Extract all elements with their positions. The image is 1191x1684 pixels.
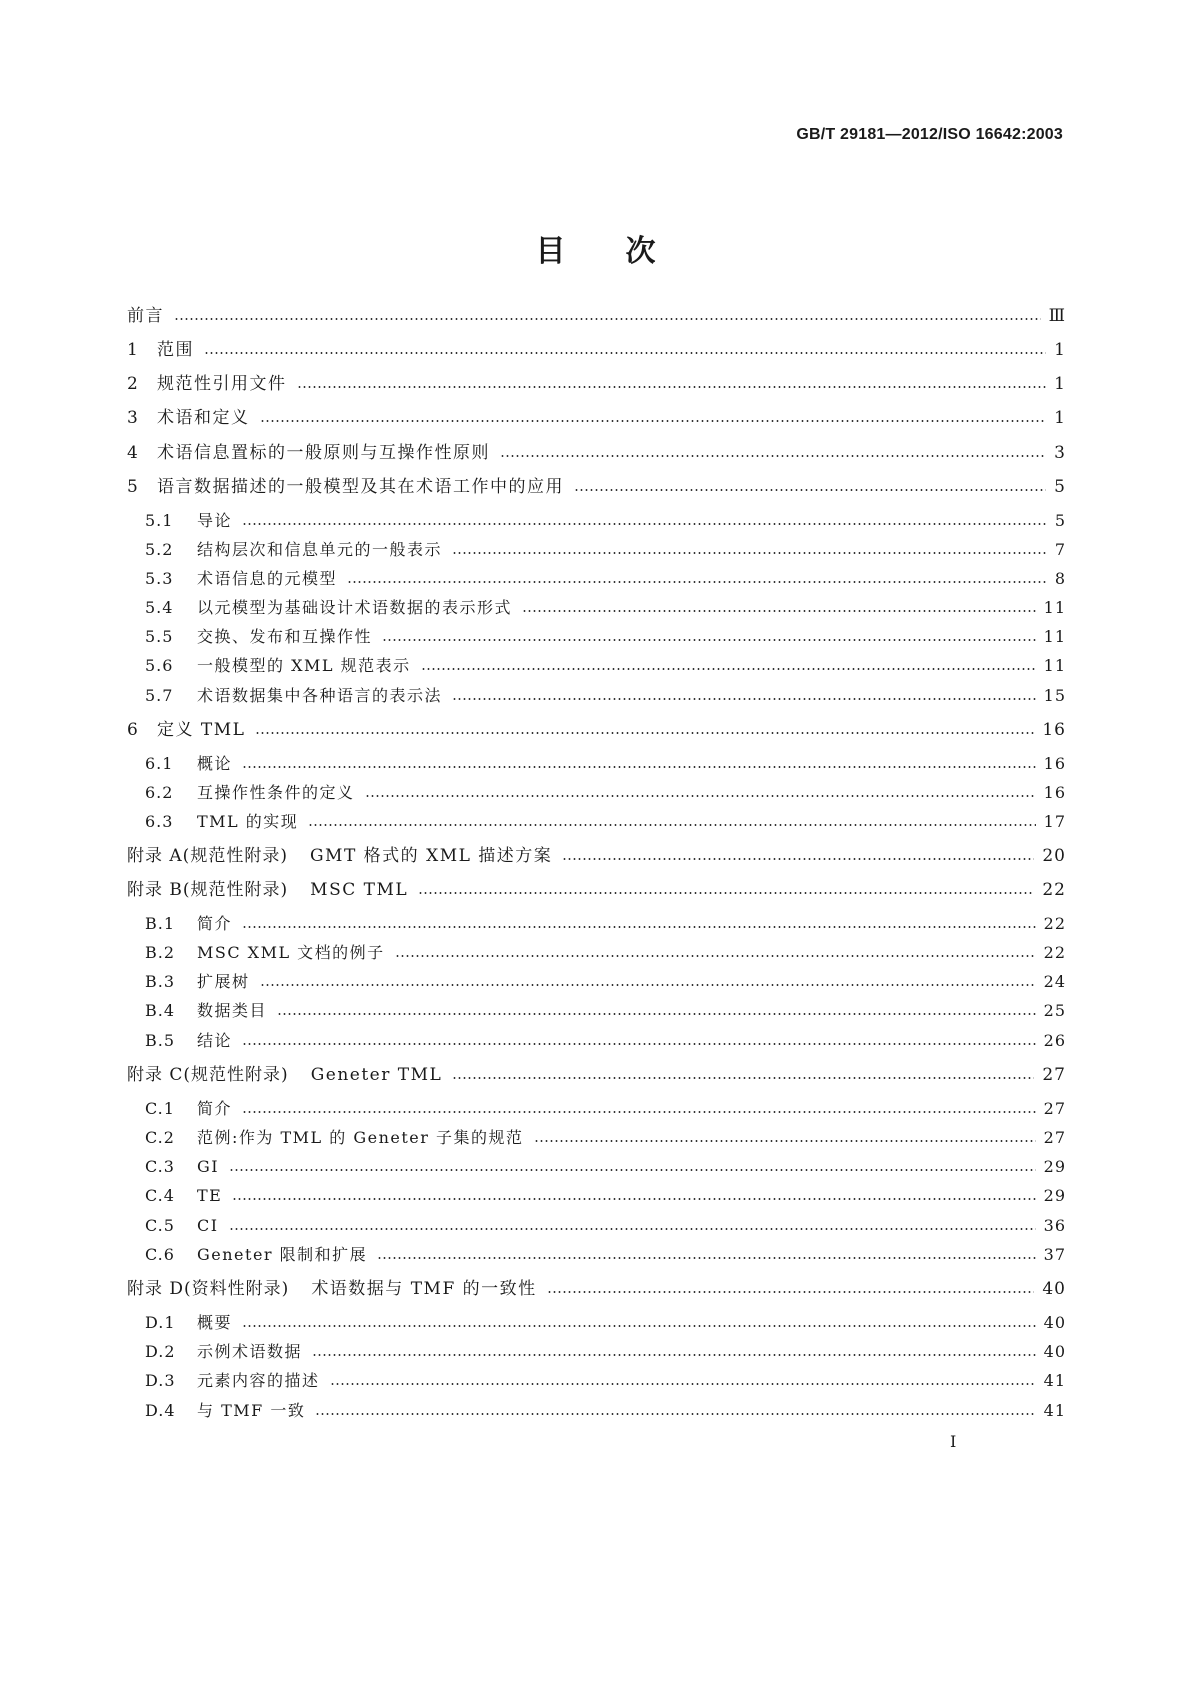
toc-entry-page: 40 [1043,1342,1066,1361]
toc-entry[interactable] [127,371,1066,397]
toc-leader-dots [229,1228,1036,1230]
toc-entry-page: 5 [1054,477,1066,497]
toc-entry-page: 16 [1043,783,1066,802]
toc-entry-page: 11 [1043,656,1066,675]
toc-entry[interactable] [145,940,1066,966]
toc-entry[interactable] [145,1096,1066,1122]
toc-leader-dots [534,1140,1036,1142]
toc-entry-page: Ⅲ [1048,306,1066,326]
toc-entry[interactable] [145,1368,1066,1394]
toc-entry-number: B.4 [145,1001,176,1020]
toc-entry-page: 3 [1054,443,1066,463]
toc-entry-number: D.4 [145,1401,176,1420]
toc-entry-title: 示例术语数据 [197,1342,303,1361]
toc-entry-page: 24 [1043,972,1066,991]
toc-entry[interactable] [145,595,1066,621]
toc-entry-number: 6 [127,720,139,740]
toc-entry-number: D.3 [145,1371,176,1390]
toc-entry[interactable] [127,440,1066,466]
toc-entry-page: 5 [1054,511,1066,530]
toc-entry-page: 27 [1043,1128,1066,1147]
toc-leader-dots [421,668,1036,670]
toc-entry-title: 范围 [157,340,194,360]
toc-entry[interactable] [145,751,1066,777]
toc-entry-title: 元素内容的描述 [197,1371,320,1390]
toc-entry[interactable] [145,1310,1066,1336]
toc-entry-number: B.2 [145,943,176,962]
toc-entry[interactable] [127,405,1066,431]
toc-entry-title: 概要 [197,1313,233,1332]
toc-entry[interactable] [145,998,1066,1024]
toc-leader-dots [232,1198,1035,1200]
toc-entry-page: 29 [1043,1157,1066,1176]
toc-entry-page: 16 [1042,720,1066,740]
toc-entry-page: 27 [1042,1065,1066,1085]
toc-leader-dots [522,610,1036,612]
toc-entry-page: 8 [1054,569,1066,588]
toc-entry-title: 定义 TML [157,720,246,740]
toc-entry[interactable] [145,508,1066,534]
toc-entry-title: 结论 [197,1031,233,1050]
toc-entry[interactable] [127,474,1066,500]
toc-entry-number: 5.3 [145,569,174,588]
page-title: 目次 [535,234,716,269]
toc-leader-dots [204,352,1046,354]
toc-leader-dots [312,1354,1036,1356]
toc-entry[interactable] [145,566,1066,592]
toc-entry-number: 附录 D(资料性附录) [127,1279,290,1299]
toc-entry[interactable] [145,1154,1066,1180]
toc-entry-number: C.4 [145,1186,175,1205]
toc-leader-dots [395,955,1036,957]
toc-leader-dots [500,455,1046,457]
toc-entry-page: 1 [1054,340,1066,360]
toc-entry-page: 11 [1043,598,1066,617]
toc-entry-title: 互操作性条件的定义 [197,783,355,802]
standard-code: GB/T 29181—2012/ISO 16642:2003 [796,126,1063,143]
toc-entry[interactable] [127,337,1066,363]
toc-entry-number: 4 [127,443,139,463]
toc-entry-number: D.1 [145,1313,176,1332]
toc-entry-page: 15 [1043,686,1066,705]
toc-leader-dots [260,984,1036,986]
toc-leader-dots [547,1291,1035,1293]
toc-leader-dots [315,1413,1035,1415]
toc-entry-number: 6.3 [145,812,174,831]
toc-entry-title: GMT 格式的 XML 描述方案 [309,846,553,866]
toc-entry-title: 简介 [197,1099,233,1118]
toc-entry-page: 41 [1043,1401,1066,1420]
toc-entry-page: 41 [1043,1371,1066,1390]
toc-entry-number: 6.1 [145,754,174,773]
toc-leader-dots [452,698,1036,700]
toc-entry-title: 范例:作为 TML 的 Geneter 子集的规范 [197,1128,524,1147]
toc-leader-dots [574,489,1046,491]
toc-entry-title: 扩展树 [197,972,250,991]
toc-entry[interactable] [145,780,1066,806]
toc-entry[interactable] [127,843,1066,869]
toc-entry-page: 22 [1043,943,1066,962]
toc-entry[interactable] [145,1125,1066,1151]
toc-leader-dots [174,318,1041,320]
toc-entry-number: D.2 [145,1342,176,1361]
toc-entry-number: B.3 [145,972,176,991]
toc-entry-title: 以元模型为基础设计术语数据的表示形式 [197,598,513,617]
toc-leader-dots [277,1013,1036,1015]
toc-entry-number: 附录 C(规范性附录) [127,1065,289,1085]
toc-entry-page: 27 [1043,1099,1066,1118]
toc-entry-number: C.3 [145,1157,175,1176]
toc-entry-number: 5.2 [145,540,174,559]
toc-entry-title: TML 的实现 [197,812,299,831]
toc-entry-title: 简介 [197,914,233,933]
toc-entry-page: 40 [1043,1313,1066,1332]
toc-leader-dots [242,1043,1036,1045]
toc-entry-title: CI [197,1216,219,1235]
page-number: I [950,1432,957,1451]
toc-entry-number: C.1 [145,1099,175,1118]
toc-entry-title: 术语和定义 [157,408,250,428]
toc-entry-page: 36 [1043,1216,1066,1235]
toc-entry-number: C.2 [145,1128,175,1147]
toc-entry[interactable] [145,653,1066,679]
toc-leader-dots [242,926,1036,928]
toc-entry-title: 语言数据描述的一般模型及其在术语工作中的应用 [157,477,564,497]
toc-leader-dots [260,420,1047,422]
toc-entry-number: 6.2 [145,783,174,802]
toc-entry[interactable] [145,969,1066,995]
toc-entry-number: B.1 [145,914,176,933]
toc-entry-title: Geneter TML [310,1065,443,1085]
toc-entry-title: MSC TML [310,880,409,900]
toc-entry[interactable] [145,683,1066,709]
toc-entry-number: B.5 [145,1031,176,1050]
toc-entry-title: 术语信息置标的一般原则与互操作性原则 [157,443,490,463]
toc-leader-dots [242,1325,1036,1327]
toc-entry[interactable] [145,809,1066,835]
toc-entry-page: 40 [1042,1279,1066,1299]
toc-entry-title: 一般模型的 XML 规范表示 [197,656,411,675]
toc-entry-page: 29 [1043,1186,1066,1205]
toc-entry-title: 前言 [127,306,164,326]
toc-leader-dots [308,824,1035,826]
toc-leader-dots [452,1077,1034,1079]
toc-entry-title: 概论 [197,754,233,773]
toc-entry[interactable] [145,1398,1066,1424]
toc-leader-dots [382,639,1036,641]
toc-entry[interactable] [145,1213,1066,1239]
toc-entry[interactable] [127,877,1066,903]
toc-entry-number: 附录 A(规范性附录) [127,846,288,866]
toc-leader-dots [347,581,1046,583]
toc-entry-title: 术语数据集中各种语言的表示法 [197,686,443,705]
toc-entry-page: 26 [1043,1031,1066,1050]
toc-leader-dots [255,732,1034,734]
toc-entry-page: 17 [1043,812,1066,831]
toc-entry-title: GI [197,1157,220,1176]
toc-entry[interactable] [127,1062,1066,1088]
toc-entry-number: C.6 [145,1245,175,1264]
toc-entry[interactable] [145,1028,1066,1054]
toc-entry-number: 2 [127,374,139,394]
toc-entry[interactable] [127,303,1066,329]
toc-entry[interactable] [127,717,1066,743]
toc-entry-title: TE [197,1186,223,1205]
toc-entry-page: 25 [1043,1001,1066,1020]
toc-entry-title: 结构层次和信息单元的一般表示 [197,540,443,559]
toc-entry-page: 37 [1043,1245,1066,1264]
toc-entry-title: 规范性引用文件 [157,374,287,394]
toc-entry[interactable] [145,1339,1066,1365]
toc-entry-number: 1 [127,340,139,360]
toc-entry-title: 交换、发布和互操作性 [197,627,373,646]
toc-entry-page: 22 [1043,914,1066,933]
toc-entry-title: MSC XML 文档的例子 [197,943,385,962]
toc-entry[interactable] [145,1183,1066,1209]
toc-entry-title: 数据类目 [197,1001,268,1020]
toc-entry-number: 5.4 [145,598,174,617]
toc-leader-dots [365,795,1036,797]
toc-entry-page: 1 [1054,408,1066,428]
toc-entry-title: 导论 [197,511,233,530]
toc-entry-number: 5.6 [145,656,174,675]
toc-entry-title: Geneter 限制和扩展 [197,1245,368,1264]
toc-entry-page: 7 [1054,540,1066,559]
toc-leader-dots [242,766,1036,768]
toc-leader-dots [377,1257,1035,1259]
toc-entry-number: 5.1 [145,511,174,530]
toc-entry[interactable] [127,1276,1066,1302]
toc-entry-page: 16 [1043,754,1066,773]
toc-entry-title: 术语数据与 TMF 的一致性 [311,1279,537,1299]
toc-entry-page: 1 [1054,374,1066,394]
toc-leader-dots [562,858,1034,860]
toc-entry[interactable] [145,911,1066,937]
toc-entry-number: 3 [127,408,139,428]
toc-leader-dots [229,1169,1036,1171]
toc-leader-dots [330,1383,1036,1385]
toc-leader-dots [418,892,1034,894]
toc-leader-dots [297,386,1047,388]
toc-entry-page: 11 [1043,627,1066,646]
toc-leader-dots [242,523,1046,525]
toc-entry[interactable] [145,624,1066,650]
toc-entry-number: 5 [127,477,139,497]
toc-leader-dots [242,1111,1036,1113]
toc-entry-title: 与 TMF 一致 [197,1401,306,1420]
toc-entry[interactable] [145,1242,1066,1268]
toc-entry-page: 22 [1042,880,1066,900]
toc-entry[interactable] [145,537,1066,563]
toc-entry-number: 附录 B(规范性附录) [127,880,289,900]
toc-entry-number: 5.7 [145,686,174,705]
toc-entry-number: 5.5 [145,627,174,646]
toc-leader-dots [452,552,1046,554]
toc-entry-number: C.5 [145,1216,175,1235]
toc-entry-page: 20 [1042,846,1066,866]
toc-entry-title: 术语信息的元模型 [197,569,338,588]
